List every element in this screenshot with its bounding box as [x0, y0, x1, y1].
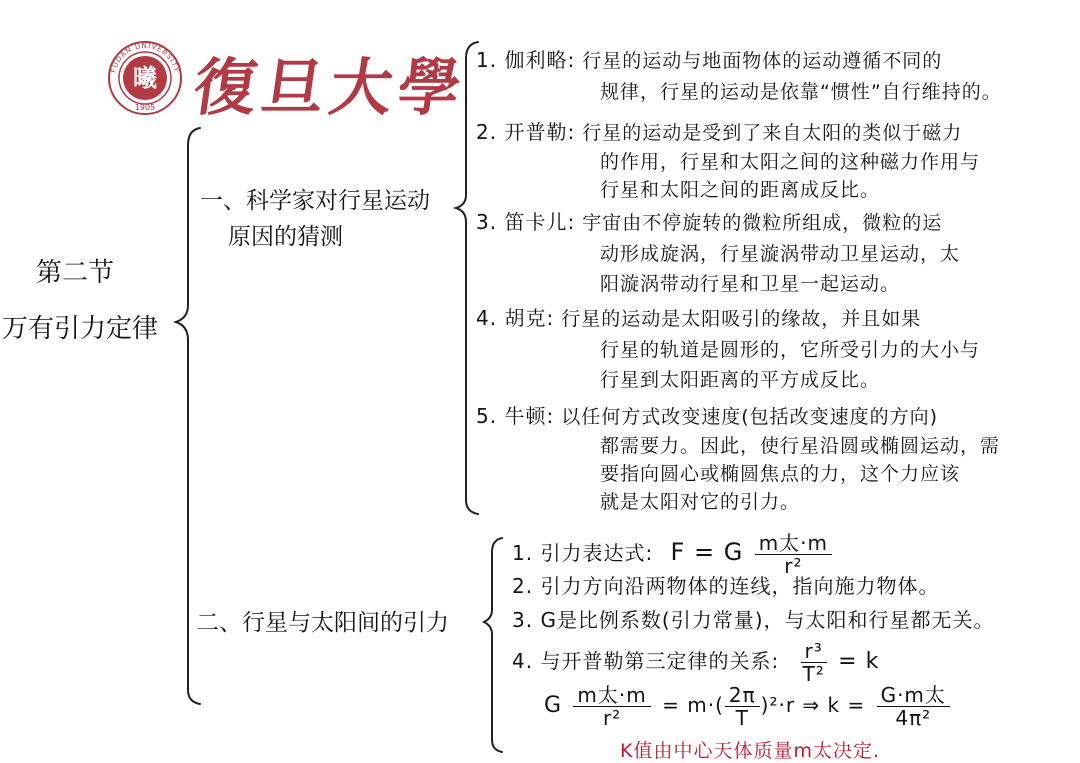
fraction-numerator: m太·m: [573, 684, 650, 707]
formula-rhs: = k: [838, 649, 880, 674]
item-lead: 5. 牛顿:: [476, 404, 555, 428]
item-label: 4. 与开普勒第三定律的关系:: [512, 649, 780, 673]
item-text-line: 都需要力。因此，使行星沿圆或椭圆运动，需: [600, 435, 1001, 457]
item-lead: 3. 笛卡儿:: [476, 210, 576, 234]
scientist-item-newton: [476, 400, 938, 433]
section1-title-line1: 一、科学家对行星运动: [200, 188, 430, 214]
item-text-line: 要指向圆心或椭圆焦点的力，这个力应该: [600, 463, 961, 485]
equation-mid: = m·(: [662, 693, 724, 717]
section1-title-line2: 原因的猜测: [228, 224, 343, 250]
derivation-equation: [544, 684, 954, 729]
svg-text:曦: 曦: [133, 63, 157, 92]
fraction-numerator: r³: [801, 640, 827, 663]
equation-G: G: [544, 693, 563, 718]
fraction-numerator: 2π: [725, 684, 760, 707]
equation-tail: )²·r ⇒ k =: [760, 693, 866, 717]
fraction-denominator: r²: [784, 554, 803, 578]
item-text-line: 动形成旋涡，行星漩涡带动卫星运动，太: [600, 243, 961, 265]
fraction-denominator: T²: [802, 662, 825, 686]
item-text-line: 行星到太阳距离的平方成反比。: [600, 369, 881, 391]
item-text-line: 阳漩涡带动行星和卫星一起运动。: [600, 273, 901, 295]
gravity-constant-item: 3. G是比例系数(引力常量)，与太阳和行星都无关。: [512, 608, 995, 632]
chapter-title: 万有引力定律: [2, 314, 159, 344]
item-lead: 1. 伽利略:: [476, 48, 576, 72]
kepler-relation-item: [512, 640, 879, 685]
formula-fraction: [573, 684, 650, 729]
scientist-item-kepler: [476, 116, 962, 149]
item-text-line: 行星的运动是太阳吸引的缘故，并且如果: [561, 308, 922, 330]
svg-text:FUDAN UNIVERSITY: FUDAN UNIVERSITY: [109, 41, 181, 74]
formula-fraction: [725, 684, 760, 729]
item-text-line: 行星的轨道是圆形的，它所受引力的大小与: [600, 339, 981, 361]
fraction-denominator: 4π²: [895, 706, 932, 730]
fudan-wordmark: 復旦大學: [189, 51, 472, 124]
item-lead: 4. 胡克:: [476, 306, 555, 330]
chapter-number: 第二节: [36, 258, 115, 288]
formula-fraction: [801, 640, 827, 685]
section2-title: 二、行星与太阳间的引力: [196, 610, 449, 636]
scientist-item-hooke: [476, 302, 921, 335]
fraction-denominator: T: [735, 706, 749, 730]
item-label: 1. 引力表达式:: [512, 541, 654, 565]
item-lead: 2. 开普勒:: [476, 120, 576, 144]
item-text-line: 行星和太阳之间的距离成反比。: [600, 179, 881, 201]
item-text-line: 规律，行星的运动是依靠“惯性”自行维持的。: [600, 81, 1002, 103]
red-note: K值由中心天体质量m太决定.: [620, 740, 881, 762]
item-text-line: 的作用，行星和太阳之间的这种磁力作用与: [600, 151, 981, 173]
formula-fraction: [877, 684, 950, 729]
item-text-line: 行星的运动与地面物体的运动遵循不同的: [582, 50, 943, 72]
item-text-line: 行星的运动是受到了来自太阳的类似于磁力: [582, 122, 963, 144]
scientist-item-descartes: [476, 206, 942, 239]
formula-lhs: F = G: [670, 538, 744, 566]
fraction-numerator: G·m太: [877, 684, 950, 707]
item-text-line: 宇宙由不停旋转的微粒所组成，微粒的运: [582, 212, 943, 234]
gravity-direction-item: 2. 引力方向沿两物体的连线，指向施力物体。: [512, 574, 940, 598]
item-text-line: 就是太阳对它的引力。: [600, 491, 801, 513]
svg-text:1905: 1905: [134, 103, 156, 112]
item-text-line: 以任何方式改变速度(包括改变速度的方向): [561, 406, 939, 428]
fraction-numerator: m太·m: [755, 532, 832, 555]
fraction-denominator: r²: [602, 706, 622, 730]
scientist-item-galileo: [476, 44, 942, 77]
